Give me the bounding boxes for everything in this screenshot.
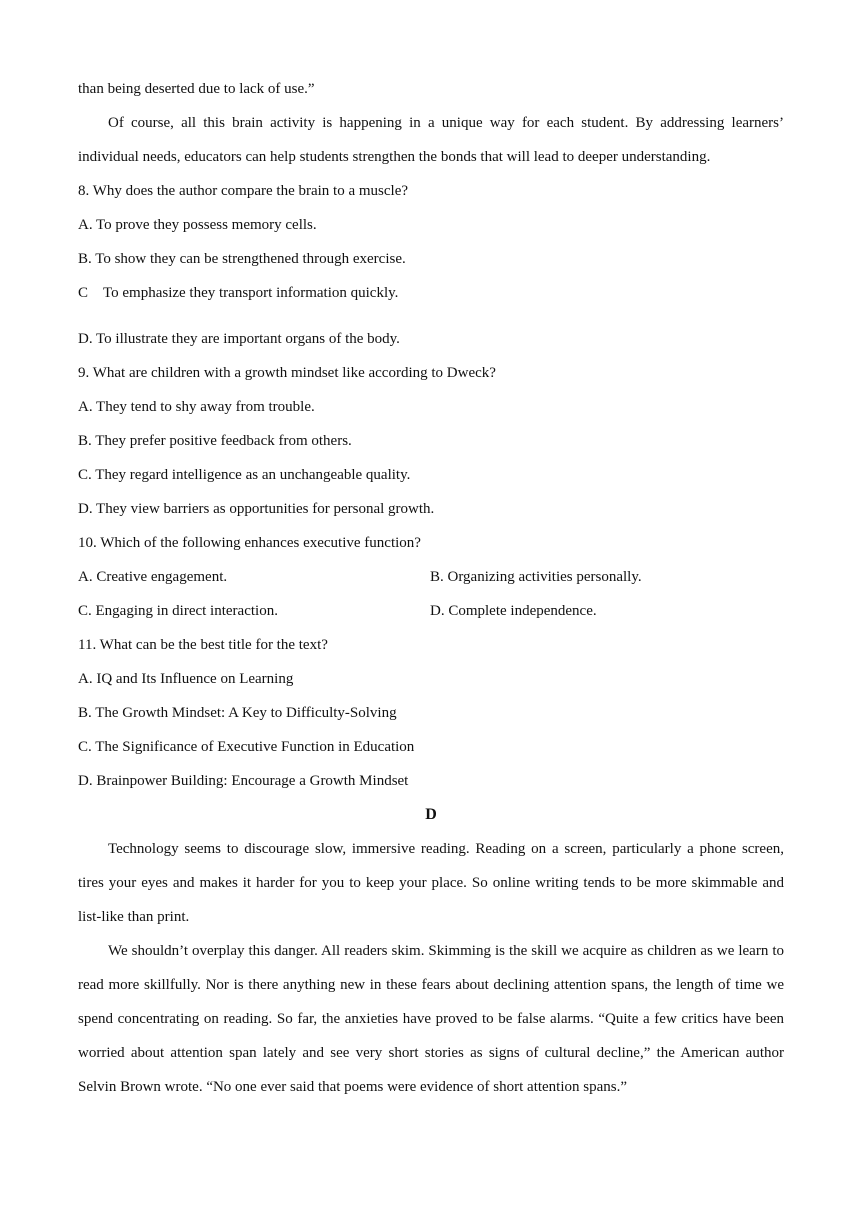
option-b: B. They prefer positive feedback from others. xyxy=(78,433,352,449)
document-body xyxy=(78,72,784,1104)
option-b: B. Organizing activities personally. xyxy=(430,569,642,585)
question-10 xyxy=(78,526,784,628)
option-c: C. Engaging in direct interaction. xyxy=(78,603,278,619)
options-row xyxy=(78,594,784,628)
question-stem: 10. Which of the following enhances executive function? xyxy=(78,535,421,551)
option-d: D. They view barriers as opportunities for personal growth. xyxy=(78,501,435,517)
option-a: A. IQ and Its Influence on Learning xyxy=(78,671,294,687)
option-a: A. They tend to shy away from trouble. xyxy=(78,399,315,415)
option-d: D. Brainpower Building: Encourage a Growth Mindset xyxy=(78,773,409,789)
section-paragraph-2: We shouldn’t overplay this danger. All readers skim. Skimming is the skill we acquire as children as we learn to read more skillfully. Nor is there anything new in these fears about declining attention spans, the length of time we spend concentrating on reading. So far, the anxieties have proved to be false alarms. “Quite a few critics have been worried about attention span lately and see very short stories as signs of cultural decline,” the American author Selvin Brown wrote. “No one ever said that poems were evidence of short attention spans.” xyxy=(78,943,784,1095)
section-paragraph-1: Technology seems to discourage slow, immersive reading. Reading on a screen, particularly a phone screen, tires your eyes and makes it harder for you to keep your place. So online writing tends to be more skimmable and list-like than print. xyxy=(78,841,784,925)
option-c: C. They regard intelligence as an unchangeable quality. xyxy=(78,467,411,483)
section-heading: D xyxy=(425,806,437,823)
question-8 xyxy=(78,174,784,356)
question-stem: 11. What can be the best title for the text? xyxy=(78,637,328,653)
option-b: B. To show they can be strengthened through exercise. xyxy=(78,251,406,267)
options-row xyxy=(78,560,784,594)
option-b: B. The Growth Mindset: A Key to Difficulty-Solving xyxy=(78,705,397,721)
option-c: C To emphasize they transport information quickly. xyxy=(78,285,399,301)
question-stem: 8. Why does the author compare the brain to a muscle? xyxy=(78,183,409,199)
question-9 xyxy=(78,356,784,526)
question-11 xyxy=(78,628,784,798)
option-a: A. To prove they possess memory cells. xyxy=(78,217,317,233)
option-d: D. Complete independence. xyxy=(430,603,597,619)
option-c: C. The Significance of Executive Function in Education xyxy=(78,739,415,755)
option-d: D. To illustrate they are important organs of the body. xyxy=(78,331,400,347)
question-stem: 9. What are children with a growth mindset like according to Dweck? xyxy=(78,365,496,381)
paragraph-continuation: than being deserted due to lack of use.” xyxy=(78,81,315,97)
paragraph-closing: Of course, all this brain activity is happening in a unique way for each student. By addressing learners’ individual needs, educators can help students strengthen the bonds that will lead to deeper understanding. xyxy=(78,115,784,165)
spacer xyxy=(78,310,784,322)
option-a: A. Creative engagement. xyxy=(78,569,228,585)
